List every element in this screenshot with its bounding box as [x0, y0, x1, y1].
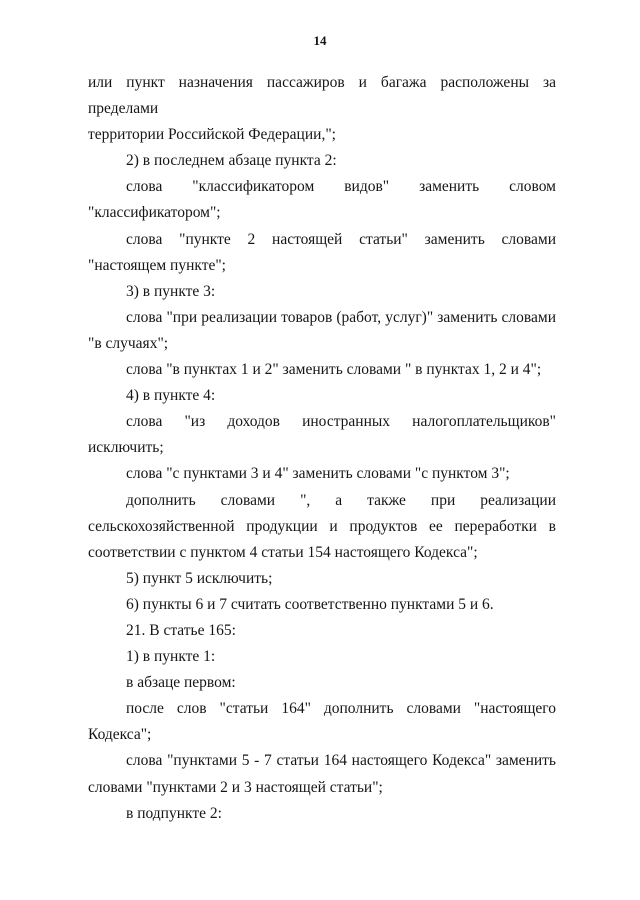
page-number: 14 — [313, 33, 327, 48]
paragraph-line: словами "пунктами 2 и 3 настоящей статьи"; — [88, 778, 383, 796]
paragraph: 2) в последнем абзаце пункта 2: — [126, 152, 337, 170]
paragraph: слова "в пунктах 1 и 2" заменить словами " в пунктах 1, 2 и 4"; — [126, 361, 542, 379]
paragraph: 4) в пункте 4: — [126, 387, 216, 405]
paragraph-line: "настоящем пункте"; — [88, 256, 226, 274]
paragraph: 3) в пункте 3: — [126, 282, 216, 300]
paragraph-line: исключить; — [88, 439, 164, 457]
paragraph-line: соответствии с пунктом 4 статьи 154 настоящего Кодекса"; — [88, 543, 478, 561]
paragraph: 5) пункт 5 исключить; — [126, 569, 273, 587]
paragraph-line: "классификатором"; — [88, 204, 221, 222]
paragraph: 21. В статье 165: — [126, 621, 236, 639]
paragraph: после слов "статьи 164" дополнить словами "настоящего — [126, 700, 556, 718]
paragraph: в абзаце первом: — [126, 674, 236, 692]
paragraph: слова "из доходов иностранных налогоплательщиков" — [126, 413, 556, 431]
paragraph-line: территории Российской Федерации,"; — [88, 126, 336, 144]
paragraph: слова "при реализации товаров (работ, услуг)" заменить словами — [126, 308, 556, 326]
paragraph: или пункт назначения пассажиров и багажа расположены за пределами — [88, 74, 556, 118]
document-body — [88, 70, 556, 827]
paragraph: слова "с пунктами 3 и 4" заменить словами "с пунктом 3"; — [126, 465, 510, 483]
paragraph: дополнить словами ", а также при реализации — [126, 491, 556, 509]
paragraph: 1) в пункте 1: — [126, 648, 216, 666]
paragraph-line: Кодекса"; — [88, 726, 152, 744]
paragraph: слова "пункте 2 настоящей статьи" заменить словами — [126, 230, 556, 248]
paragraph: 6) пункты 6 и 7 считать соответственно пунктами 5 и 6. — [126, 595, 494, 613]
paragraph: слова "пунктами 5 - 7 статьи 164 настоящего Кодекса" заменить — [126, 752, 556, 770]
paragraph-line: "в случаях"; — [88, 334, 169, 352]
paragraph-line: сельскохозяйственной продукции и продуктов ее переработки в — [88, 517, 556, 535]
paragraph: слова "классификатором видов" заменить словом — [126, 178, 556, 196]
paragraph: в подпункте 2: — [126, 804, 222, 822]
